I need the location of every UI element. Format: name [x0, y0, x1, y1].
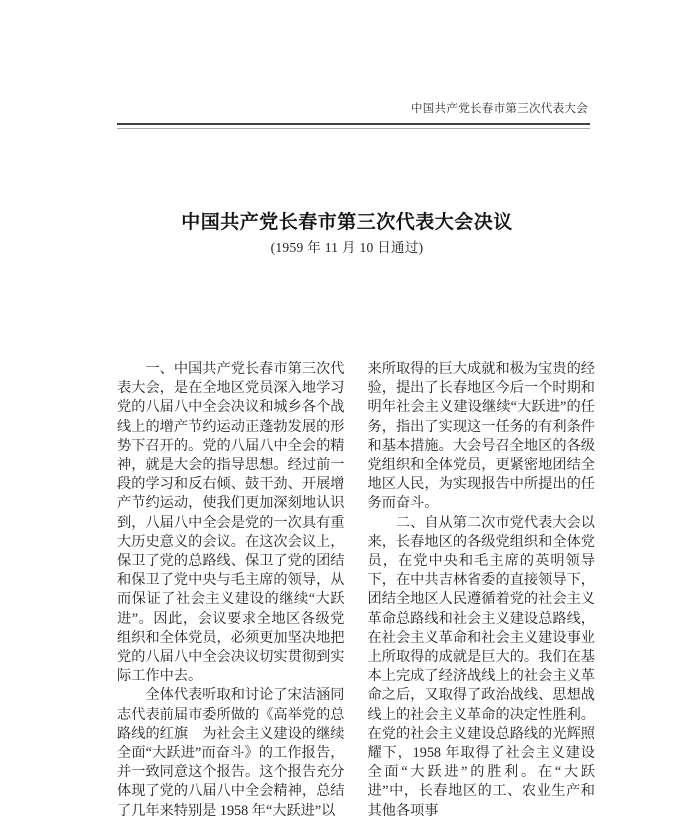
running-header: 中国共产党长春市第三次代表大会 — [411, 103, 588, 115]
body-paragraph: 一、中国共产党长春市第三次代表大会，是在全地区党员深入地学习党的八届八中全会决议和城乡各个战线上的增产节约运动正蓬勃发展的形势下召开的。党的八届八中全会的精神，就是大会的指导思想。经过前一段的学习和反右倾、鼓干劲、开展增产节约运动，使我们更加深刻地认识到，八届八中全会是党的一次具有重大历史意义的会议。在这次会议上，保卫了党的总路线、保卫了党的团结和保卫了党中央与毛主席的领导，从而保证了社会主义建设的继续“大跃进”。因此，会议要求全地区各级党组织和全体党员，必须更加坚决地把党的八届八中全会决议切实贯彻到实际工作中去。 — [117, 361, 345, 685]
body-paragraph: 二、自从第二次市党代表大会以来，长春地区的各级党组织和全体党员，在党中央和毛主席的英明领导下，在中共吉林省委的直接领导下，团结全地区人民遵循着党的社会主义革命总路线和社会主义建设总路线，在社会主义革命和社会主义建设事业上所取得的成就是巨大的。我们在基本上完成了经济战线上的社会主义革命之后，又取得了政治战线、思想战线上的社会主义革命的决定性胜利。在党的社会主义建设总路线的光辉照耀下，1958 年取得了社会主义建设全面“大跃进”的胜利。在“大跃进”中，长春地区的工、农业生产和其他各项事 — [367, 514, 595, 819]
left-column — [117, 360, 345, 821]
right-column — [368, 360, 596, 821]
document-title: 中国共产党长春市第三次代表大会决议 — [181, 212, 513, 233]
body-columns — [117, 360, 595, 821]
document-subtitle: (1959 年 11 月 10 日通过) — [270, 240, 424, 255]
body-paragraph: 来所取得的巨大成就和极为宝贵的经验，提出了长春地区今后一个时期和明年社会主义建设继续“大跃进”的任务，指出了实现这一任务的有利条件和基本措施。大会号召全地区的各级党组织和全体党员，更紧密地团结全地区人民，为实现报告中所提出的任务而奋斗。 — [367, 361, 595, 512]
header-double-rule — [117, 123, 590, 129]
body-paragraph: 全体代表听取和讨论了宋洁涵同志代表前届市委所做的《高举党的总路线的红旗 为社会主义建设的继续全面“大跃进”而奋斗》的工作报告，并一致同意这个报告。这个报告充分体现了党的八届八中全会精神，总结了几年来特别是 1958 年“大跃进”以 — [117, 687, 345, 819]
